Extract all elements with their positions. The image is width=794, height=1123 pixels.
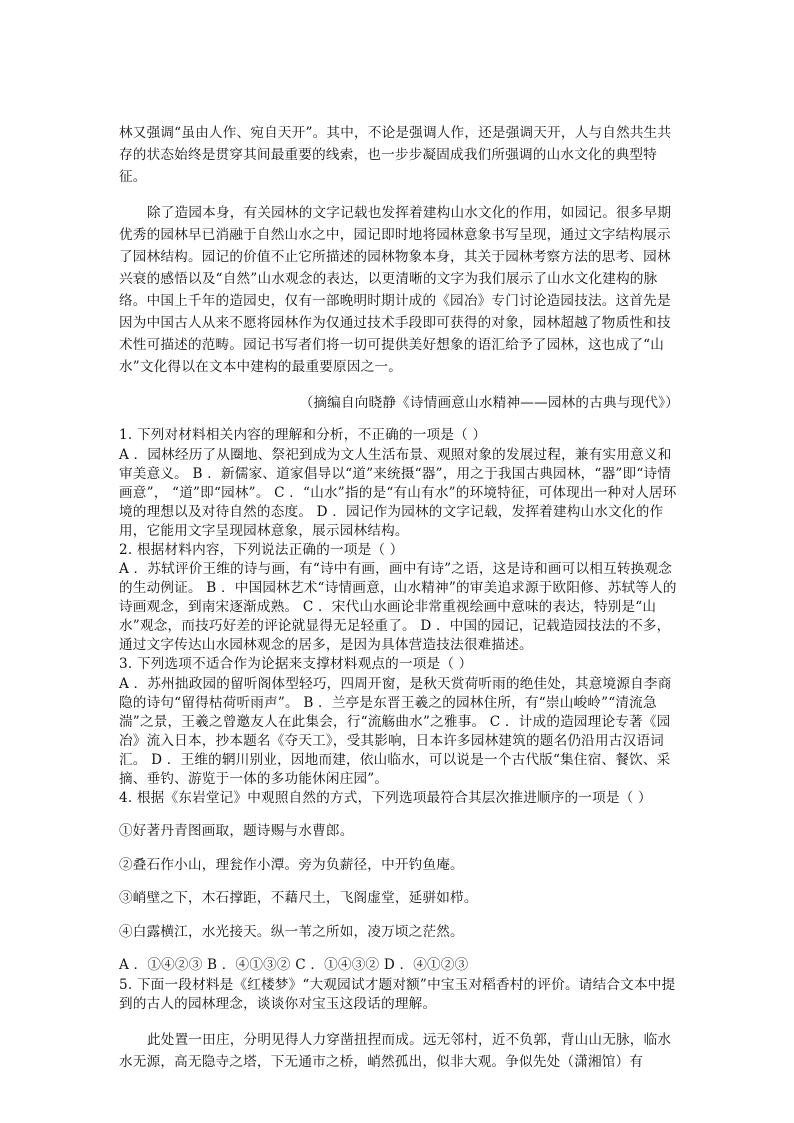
passage-paragraph-2: 除了造园本身，有关园林的文字记载也发挥着建构山水文化的作用，如园记。很多早期优秀的园林早已消融于自然山水之中，园记即时地将园林意象书写呈现，通过文字结构展示了园林结构。园记的价值不止它所描述的园林物象本身，其关于园林考察方法的思考、园林兴衰的感悟以及“自然”山水观念的表达，以更清晰的文字为我们展示了山水文化建构的脉络。中国上千年的造园史，仅有一部晚明时期计成的《园冶》专门讨论造园技法。这首先是因为中国古人从来不愿将园林作为仅通过技术手段即可获得的对象，园林超越了物质性和技术性可描述的范畴。园记书写者们将一切可提供美好想象的语汇给予了园林，这也成了“山水”文化得以在文本中建构的最重要原因之一。 [119, 205, 672, 375]
spacer [119, 808, 679, 822]
question-5-passage: 此处置一田庄，分明见得人力穿凿扭捏而成。远无邻村，近不负郭，背山山无脉，临水水无源，高无隐寺之塔，下无通市之桥，峭然孤出，似非大观。争似先处（潇湘馆）有 [119, 1031, 672, 1070]
question-1-options: A ．园林经历了从圈地、祭祀到成为文人生活布景、观照对象的发展过程，兼有实用意义和审美意义。 B ．新儒家、道家倡导以“道”来统摄“器”，用之于我国古典园林，“器”即“诗情画意”， “道”即“园林”。 C ．“山水”指的是“有山有水”的环境特征，可体现出一种对人居环境的理想以及对待自然的态度。 D ．园记作为园林的文字记载，发挥着建构山水文化的作用，它能用文字呈现园林意象，展示园林结构。 [119, 446, 677, 539]
question-4-item-3: ③峭壁之下，木石撑距，不藉尺土，飞阁虚堂，延骈如栉。 [119, 890, 478, 906]
spacer [119, 909, 679, 923]
question-5: 5. 下面一段材料是《红楼梦》“大观园试才题对额”中宝玉对稻香村的评价。请结合文本中提到的古人的园林理念，谈谈你对宝玉这段话的理解。 [119, 976, 676, 1012]
question-1: 1. 下列对材料相关内容的理解和分析，不正确的一项是（ ） [119, 427, 487, 443]
question-4-item-2: ②叠石作小山，理瓮作小潭。旁为负薪径，中开钓鱼庵。 [119, 856, 464, 873]
question-3: 3. 下列选项不适合作为论据来支撑材料观点的一项是（ ） [119, 656, 473, 672]
spacer [119, 942, 679, 956]
spacer [119, 842, 679, 856]
spacer [119, 875, 679, 889]
question-4-options: A ．①④②③ B ．④①③② C ．①④③② D ．④①②③ [119, 957, 469, 973]
passage-paragraph-1: 林又强调“虽由人作、宛自天开”。其中，不论是强调人作，还是强调天开，人与自然共生共存的状态始终是贯穿其间最重要的线索，也一步步凝固成我们所强调的山水文化的典型特征。 [119, 125, 672, 185]
question-2-options: A ．苏轼评价王维的诗与画，有“诗中有画，画中有诗”之语，这是诗和画可以相互转换观念的生动例证。 B ．中国园林艺术“诗情画意，山水精神”的审美追求源于欧阳修、苏轼等人的诗画观念，到南宋逐渐成熟。 C ．宋代山水画论非常重视绘画中意味的表达，特别是“山水”观念，而技巧好差的评论就显得无足轻重了。 D ．中国的园记，记载造园技法的不多，通过文字传达山水园林观念的居多，是因为具体营造技法很难描述。 [119, 561, 677, 653]
question-2: 2. 根据材料内容，下列说法正确的一项是（ ） [119, 541, 404, 558]
spacer [119, 188, 679, 202]
question-4-item-1: ①好著丹青图画取，题诗赐与水曹郎。 [119, 823, 354, 839]
spacer [119, 1015, 679, 1029]
question-3-options: A ．苏州拙政园的留听阁体型轻巧，四周开窗，是秋天赏荷听雨的绝佳处，其意境源自李商隐的诗句“留得枯荷听雨声”。 B ．兰亭是东晋王羲之的园林住所，有“崇山峻岭”“清流急湍”之景，王羲之曾邀友人在此集会，行“流觞曲水”之雅事。 C ．计成的造园理论专著《园冶》流入日本，抄本题名《夺天工》，受其影响，日本许多园林建筑的题名仍沿用古汉语词汇。 D ．王维的辋川别业，因地而建，依山临水，可以说是一个古代版“集住宿、餐饮、采摘、垂钓、游览于一体的多功能休闲庄园”。 [119, 675, 672, 787]
spacer [119, 378, 679, 392]
spacer [119, 414, 679, 426]
passage-source: （摘编自向晓静《诗情画意山水精神——园林的古典与现代》） [299, 395, 679, 411]
question-4: 4. 根据《东岩堂记》中观照自然的方式，下列选项最符合其层次推进顺序的一项是（ ） [119, 789, 652, 806]
document-page [119, 122, 679, 1073]
question-4-item-4: ④白露横江，水光接天。纵一苇之所如，凌万顷之茫然。 [119, 923, 464, 940]
